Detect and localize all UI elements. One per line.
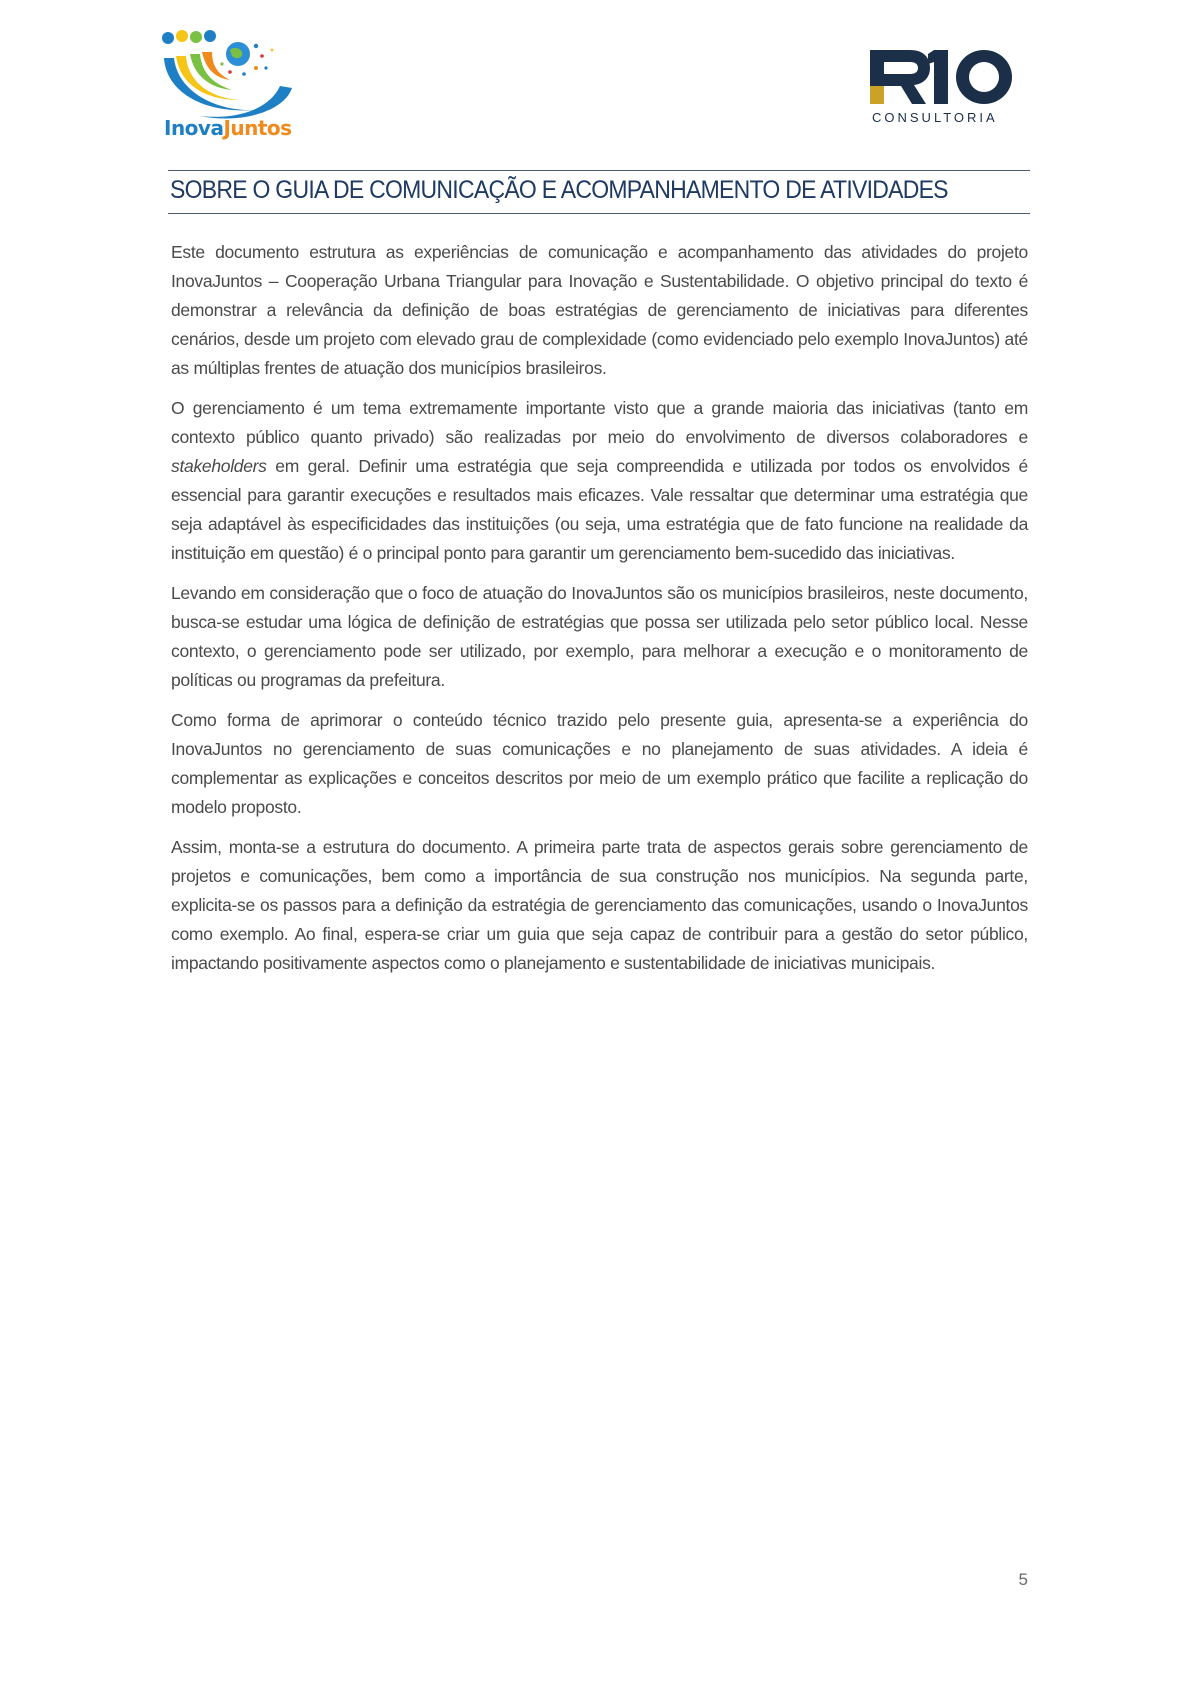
paragraph-2-part-1: O gerenciamento é um tema extremamente importante visto que a grande maioria das iniciativas (tanto em contexto público quanto privado) são realizadas por meio do envolvimento de diversos colaboradores e (171, 398, 1028, 447)
paragraph-3: Levando em consideração que o foco de atuação do InovaJuntos são os municípios brasileiros, neste documento, busca-se estudar uma lógica de definição de estratégias que possa ser utilizada pelo setor público local. Nesse contexto, o gerenciamento pode ser utilizado, por exemplo, para melhorar a execução e o monitoramento de políticas ou programas da prefeitura. (171, 583, 1028, 690)
inovajuntos-logo (160, 28, 300, 143)
wordmark-part-juntos: Juntos (223, 116, 292, 140)
paragraph-2-part-2: em geral. Definir uma estratégia que seja compreendida e utilizada por todos os envolvidos é essencial para garantir execuções e resultados mais eficazes. Vale ressaltar que determinar uma estratégia que seja adaptável às especificidades das instituições (ou seja, uma estratégia que de fato funcione na realidade da instituição em questão) é o principal ponto para garantir um gerenciamento bem-sucedido das iniciativas. (171, 456, 1028, 563)
page-number: 5 (1018, 1570, 1028, 1589)
paragraph-1: Este documento estrutura as experiências de comunicação e acompanhamento das atividades do projeto InovaJuntos – Cooperação Urbana Triangular para Inovação e Sustentabilidade. O objetivo principal do texto é demonstrar a relevância da definição de boas estratégias de gerenciamento de iniciativas para diferentes cenários, desde um projeto com elevado grau de complexidade (como evidenciado pelo exemplo InovaJuntos) até as múltiplas frentes de atuação dos municípios brasileiros. (171, 242, 1028, 378)
r10-consultoria-logo (868, 46, 1018, 132)
paragraph-4: Como forma de aprimorar o conteúdo técnico trazido pelo presente guia, apresenta-se a experiência do InovaJuntos no gerenciamento de suas comunicações e no planejamento de suas atividades. A ideia é complementar as explicações e conceitos descritos por meio de um exemplo prático que facilite a replicação do modelo proposto. (171, 710, 1028, 817)
inovajuntos-wordmark (164, 116, 292, 140)
wordmark-part-inova: Inova (164, 116, 224, 140)
section-title-band (168, 170, 1030, 214)
inovajuntos-emblem-icon (160, 28, 300, 123)
paragraph-2-emphasis: stakeholders (171, 456, 267, 476)
paragraph-2 (171, 394, 1028, 568)
r10-subtitle: CONSULTORIA (872, 110, 998, 125)
r10-mark-icon (868, 46, 1018, 108)
section-title: SOBRE O GUIA DE COMUNICAÇÃO E ACOMPANHAMENTO DE ATIVIDADES (170, 176, 948, 204)
body-text (171, 238, 1028, 989)
paragraph-5: Assim, monta-se a estrutura do documento. A primeira parte trata de aspectos gerais sobre gerenciamento de projetos e comunicações, bem como a importância de sua construção nos municípios. Na segunda parte, explicita-se os passos para a definição da estratégia de gerenciamento das comunicações, usando o InovaJuntos como exemplo. Ao final, espera-se criar um guia que seja capaz de contribuir para a gestão do setor público, impactando positivamente aspectos como o planejamento e sustentabilidade de iniciativas municipais. (171, 837, 1028, 973)
